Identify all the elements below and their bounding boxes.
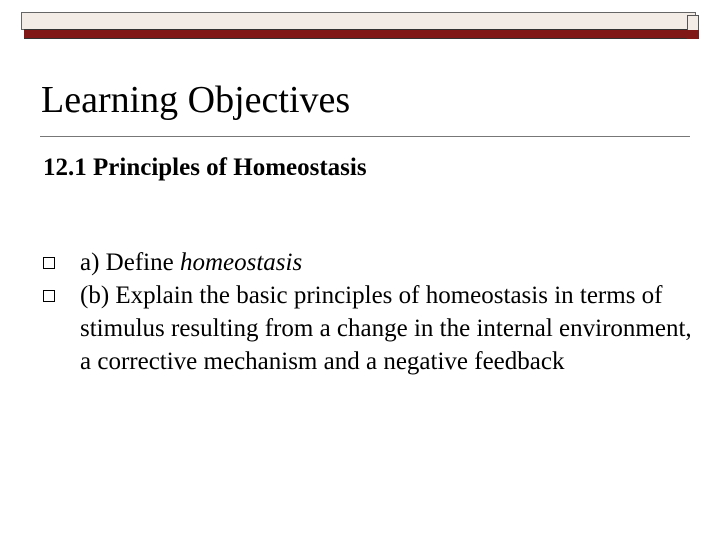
bullet-text-emphasis: homeostasis xyxy=(179,249,303,276)
list-item xyxy=(40,279,700,378)
slide-subheading: 12.1 Principles of Homeostasis xyxy=(43,154,367,181)
title-divider xyxy=(40,136,690,137)
top-decor-bar-light xyxy=(21,12,696,30)
bullet-text-prefix: a) Define xyxy=(80,249,180,276)
list-item xyxy=(40,246,700,279)
corner-decor-box-fill xyxy=(687,30,699,39)
objectives-list xyxy=(40,246,700,378)
slide-title: Learning Objectives xyxy=(41,79,351,121)
top-decor-bar-accent xyxy=(24,29,699,39)
hollow-square-bullet-icon xyxy=(43,290,55,302)
hollow-square-bullet-icon xyxy=(43,257,55,269)
bullet-text: (b) Explain the basic principles of homeostasis in terms of stimulus resulting from a change in the internal environment, a corrective mechanism and a negative feedback xyxy=(80,282,692,375)
